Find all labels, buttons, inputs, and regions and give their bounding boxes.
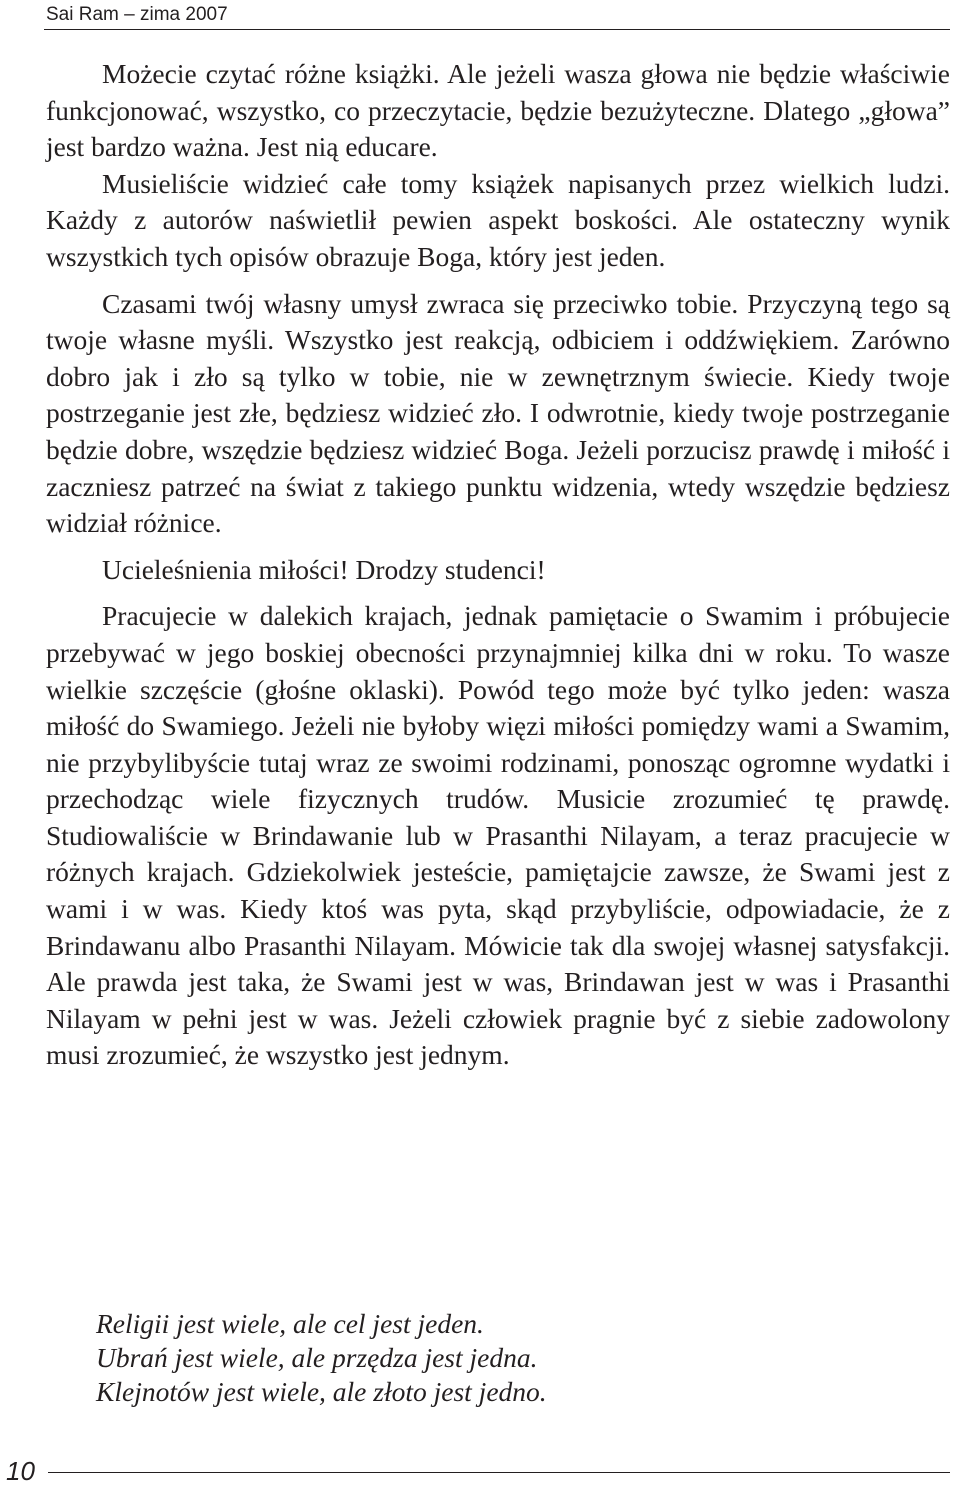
header-divider bbox=[44, 29, 950, 30]
paragraph-students: Pracujecie w dalekich krajach, jednak pamiętacie o Swamim i próbujecie przebywać w jego boskiej obecności przynajmniej kilka dni w roku. To wasze wielkie szczęście (głośne oklaski). Powód tego może być tylko jeden: wasza miłość do Swamiego. Jeżeli nie byłoby więzi miłości pomiędzy wami a Swamim, nie przybylibyście tutaj wraz ze swoimi rodzinami, ponosząc ogromne wydatki i przechodząc wiele fizycznych trudów. Musicie zrozumieć tę prawdę. Studiowaliście w Brindawanie lub w Prasanthi Nilayam, a teraz pracujecie w różnych krajach. Gdziekolwiek jesteście, pamiętajcie zawsze, że Swami jest z wami i w was. Kiedy ktoś was pyta, skąd przybyliście, odpowiadacie, że z Brindawanu albo Prasanthi Nilayam. Mówicie tak dla swojej własnej satysfakcji. Ale prawda jest taka, że Swami jest w was, Brindawan jest w was i Prasanthi Nilayam w pełni jest w was. Jeżeli człowiek pragnie być z siebie zadowolony musi zrozumieć, że wszystko jest jednym. bbox=[46, 600, 950, 1071]
verse-line-religions: Religii jest wiele, ale cel jest jeden. bbox=[96, 1308, 484, 1339]
paragraph-books: Musieliście widzieć całe tomy książek napisanych przez wielkich ludzi. Każdy z autorów naświetlił pewien aspekt boskości. Ale ostateczny wynik wszystkich tych opisów obrazuje Boga, który jest jeden. bbox=[46, 167, 950, 272]
verse-block bbox=[96, 1307, 547, 1409]
paragraph-address: Ucieleśnienia miłości! Drodzy studenci! bbox=[102, 553, 546, 585]
verse-line-clothes: Ubrań jest wiele, ale przędza jest jedna. bbox=[96, 1342, 538, 1373]
verse-line-jewels: Klejnotów jest wiele, ale złoto jest jedno. bbox=[96, 1376, 547, 1407]
article-body bbox=[46, 56, 950, 1074]
running-header: Sai Ram – zima 2007 bbox=[46, 4, 228, 25]
footer-divider bbox=[48, 1472, 950, 1473]
paragraph-educare: Możecie czytać różne książki. Ale jeżeli wasza głowa nie będzie właściwie funkcjonować, wszystko, co przeczytacie, będzie bezużyteczne. Dlatego „głowa” jest bardzo ważna. Jest nią educare. bbox=[46, 58, 950, 163]
page-number: 10 bbox=[6, 1456, 35, 1486]
paragraph-mind: Czasami twój własny umysł zwraca się przeciwko tobie. Przyczyną tego są twoje własne myśli. Wszystko jest reakcją, odbiciem i oddźwiękiem. Zarówno dobro jak i zło są tylko w tobie, nie w zewnętrznym świecie. Kiedy twoje postrzeganie jest złe, będziesz widzieć zło. I odwrotnie, kiedy twoje postrzeganie będzie dobre, wszędzie będziesz widzieć Boga. Jeżeli porzucisz prawdę i miłość i zaczniesz patrzeć na świat z takiego punktu widzenia, wtedy wszędzie będziesz widział różnice. bbox=[46, 287, 950, 539]
